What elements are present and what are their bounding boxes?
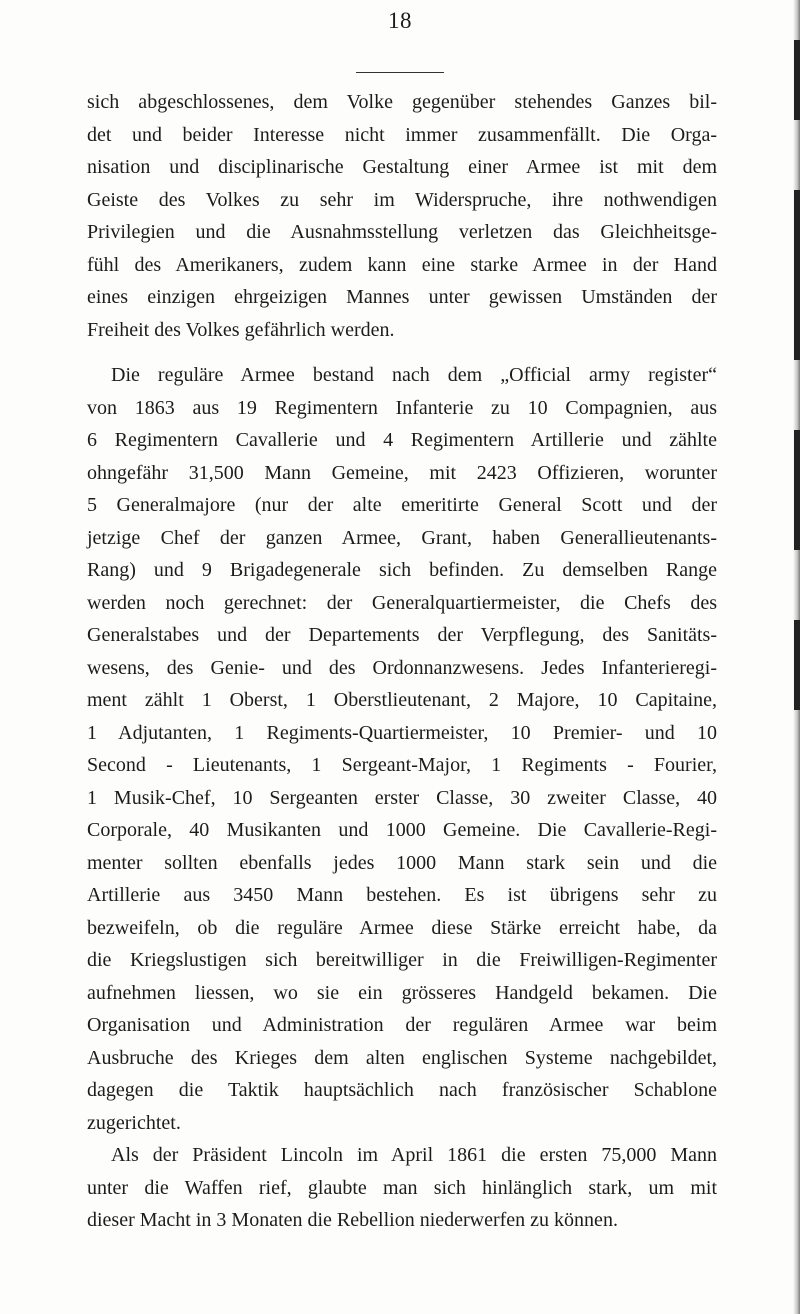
- text-line: unter die Waffen rief, glaubte man sich hinlänglich stark, um mit: [87, 1176, 717, 1199]
- text-line: 6 Regimentern Cavallerie und 4 Regimentern Artillerie und zählte: [87, 429, 717, 451]
- text-line: die Kriegslustigen sich bereitwilliger in die Freiwilligen-Regimenter: [87, 949, 717, 971]
- text-line: sich abgeschlossenes, dem Volke gegenüber stehendes Ganzes bil-: [87, 91, 717, 113]
- text-line: Corporale, 40 Musikanten und 1000 Gemeine. Die Cavallerie-Regi-: [87, 819, 717, 841]
- page-number: 18: [388, 8, 412, 33]
- paragraph-gap: [87, 346, 717, 359]
- edge-shadow-mark: [794, 620, 800, 710]
- scanned-page-edge: [793, 0, 800, 1314]
- text-line: Die reguläre Armee bestand nach dem „Official army register“: [111, 364, 717, 386]
- text-line: 5 Generalmajore (nur der alte emeritirte General Scott und der: [87, 494, 717, 516]
- text-line: dieser Macht in 3 Monaten die Rebellion niederwerfen zu können.: [87, 1209, 618, 1231]
- text-line: jetzige Chef der ganzen Armee, Grant, haben Generallieutenants-: [87, 526, 717, 549]
- text-line: wesens, des Genie- und des Ordonnanzwesens. Jedes Infanterieregi-: [87, 656, 717, 679]
- text-line: menter sollten ebenfalls jedes 1000 Mann stark sein und die: [87, 851, 717, 874]
- text-line: Artillerie aus 3450 Mann bestehen. Es ist übrigens sehr zu: [87, 884, 717, 906]
- text-line: Second - Lieutenants, 1 Sergeant-Major, 1 Regiments - Fourier,: [87, 754, 717, 776]
- text-line: eines einzigen ehrgeizigen Mannes unter gewissen Umständen der: [87, 286, 717, 308]
- text-line: dagegen die Taktik hauptsächlich nach französischer Schablone: [87, 1079, 717, 1101]
- edge-shadow-mark: [794, 190, 800, 360]
- text-line: 1 Musik-Chef, 10 Sergeanten erster Classe, 30 zweiter Classe, 40: [87, 786, 717, 809]
- text-line: ohngefähr 31,500 Mann Gemeine, mit 2423 Offizieren, worunter: [87, 461, 717, 484]
- text-line: Rang) und 9 Brigadegenerale sich befinden. Zu demselben Range: [87, 559, 717, 581]
- text-line: von 1863 aus 19 Regimentern Infanterie zu 10 Compagnien, aus: [87, 396, 717, 419]
- text-line: aufnehmen liessen, wo sie ein grösseres Handgeld bekamen. Die: [87, 981, 717, 1004]
- paragraph-1: [87, 86, 717, 346]
- page-number-underline: [356, 72, 444, 73]
- edge-shadow-mark: [794, 430, 800, 550]
- text-line: ment zählt 1 Oberst, 1 Oberstlieutenant, 2 Majore, 10 Capitaine,: [87, 689, 717, 711]
- text-line: Als der Präsident Lincoln im April 1861 die ersten 75,000 Mann: [111, 1144, 717, 1166]
- edge-shadow-mark: [794, 40, 800, 120]
- text-line: Privilegien und die Ausnahmsstellung verletzen das Gleichheitsge-: [87, 221, 717, 243]
- paragraph-2: [87, 359, 717, 1139]
- body-text: [87, 86, 717, 1237]
- text-line: zugerichtet.: [87, 1111, 181, 1134]
- text-line: werden noch gerechnet: der Generalquartiermeister, die Chefs des: [87, 591, 717, 614]
- text-line: det und beider Interesse nicht immer zusammenfällt. Die Orga-: [87, 123, 717, 146]
- text-line: Geiste des Volkes zu sehr im Widerspruche, ihre nothwendigen: [87, 188, 717, 211]
- paragraph-3: [87, 1139, 717, 1237]
- text-line: Freiheit des Volkes gefährlich werden.: [87, 318, 395, 341]
- text-line: Organisation und Administration der regulären Armee war beim: [87, 1014, 717, 1036]
- text-line: nisation und disciplinarische Gestaltung einer Armee ist mit dem: [87, 156, 717, 178]
- text-line: Ausbruche des Krieges dem alten englischen Systeme nachgebildet,: [87, 1046, 717, 1069]
- text-line: Generalstabes und der Departements der Verpflegung, des Sanitäts-: [87, 624, 717, 646]
- text-line: 1 Adjutanten, 1 Regiments-Quartiermeister, 10 Premier- und 10: [87, 721, 717, 744]
- text-line: fühl des Amerikaners, zudem kann eine starke Armee in der Hand: [87, 253, 717, 276]
- text-line: bezweifeln, ob die reguläre Armee diese Stärke erreicht habe, da: [87, 916, 717, 939]
